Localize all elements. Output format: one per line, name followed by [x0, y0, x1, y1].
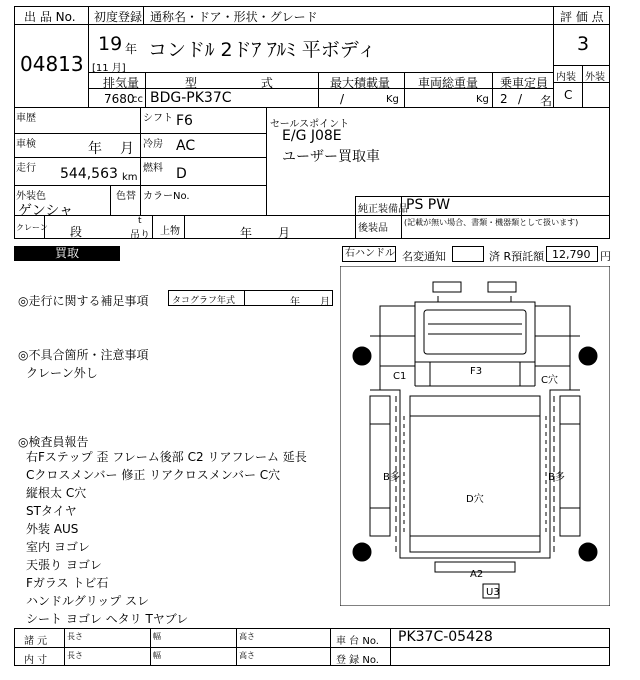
rule: [14, 133, 266, 134]
tacho-month: 月: [320, 297, 330, 308]
damage-d-hole: D穴: [466, 494, 484, 505]
fuel-label: 燃料: [143, 163, 163, 174]
rule: [14, 647, 610, 648]
rule: [145, 72, 146, 107]
inspection-year: 年: [88, 141, 102, 157]
interior-label: 内装: [556, 72, 576, 83]
rule: [553, 6, 554, 107]
rule: [64, 628, 65, 666]
chassis-number: PK37C-05428: [398, 629, 493, 645]
fuel-value: D: [176, 166, 187, 182]
rule: [330, 628, 331, 666]
recycle-amount: 12,790: [552, 248, 591, 261]
lot-no-label: 出 品 No.: [24, 10, 76, 24]
crane-stage: 段: [70, 225, 83, 239]
recycle-label: 済 R預託額: [489, 250, 545, 263]
capacity-unit: 名: [540, 94, 553, 108]
report-line: 室内 ヨゴレ: [26, 540, 90, 554]
damage-b-right: B多: [548, 472, 565, 483]
report-line: 天張り ヨゴレ: [26, 558, 102, 572]
yen-unit: 円: [600, 250, 611, 263]
ac-value: AC: [176, 138, 196, 154]
purchase-banner: 買取: [14, 246, 120, 261]
model-label: 型 式: [185, 76, 273, 90]
inspection-month: 月: [120, 141, 134, 157]
capacity-slash: /: [518, 92, 523, 106]
rule: [150, 628, 151, 666]
damage-b-left: B多: [383, 472, 400, 483]
rule: [14, 185, 266, 186]
first-reg-year-unit: 年: [125, 42, 138, 56]
mileage-value: 544,563: [60, 166, 118, 182]
first-reg-label: 初度登録: [94, 10, 143, 24]
displacement-value: 7680: [104, 92, 135, 106]
inspection-label: 車検: [16, 139, 36, 150]
gross-weight-unit: Kg: [476, 94, 489, 105]
interior-dims-label: 内 寸: [24, 655, 48, 666]
defect-title: ◎不具合箇所・注意事項: [18, 348, 149, 362]
color-change-label: 色替: [116, 191, 136, 202]
height-label: 高さ: [239, 632, 255, 641]
tacho-year: 年: [290, 297, 300, 308]
max-load-label: 最大積載量: [330, 76, 391, 90]
running-notes-title: ◎走行に関する補足事項: [18, 294, 149, 308]
width-label: 幅: [153, 632, 161, 641]
name-change-box: [452, 246, 484, 262]
rule: [236, 628, 237, 666]
report-line: 外装 AUS: [26, 522, 79, 536]
rule: [88, 88, 553, 89]
max-load-slash: /: [340, 92, 345, 106]
rule: [404, 72, 405, 107]
rule: [244, 290, 245, 306]
dims-label: 諸 元: [24, 636, 48, 647]
rule: [143, 6, 144, 25]
rule: [390, 628, 391, 666]
exterior-label: 外装: [585, 72, 605, 83]
defect-item: クレーン外し: [26, 366, 98, 380]
rule: [88, 72, 553, 73]
name-change-label: 名変通知: [402, 250, 446, 263]
rule: [14, 215, 610, 216]
rule: [318, 72, 319, 107]
chassis-label: 車 台 No.: [336, 636, 379, 647]
history-label: 車歴: [16, 113, 36, 124]
damage-a2: A2: [470, 569, 484, 580]
damage-c1: C1: [393, 371, 407, 382]
report-line: 右Fステップ 歪 フレーム後部 C2 リアフレーム 延長: [26, 450, 307, 464]
capacity-label: 乗車定員: [500, 76, 549, 90]
rule: [355, 196, 610, 197]
upper-year: 年: [240, 226, 253, 240]
sales-point-1: E/G J08E: [282, 128, 342, 144]
crane-ton-mark: t: [138, 216, 142, 226]
displacement-label: 排気量: [103, 76, 140, 90]
report-line: Cクロスメンバー 修正 リアクロスメンバー C穴: [26, 468, 281, 482]
registration-label: 登 録 No.: [336, 655, 379, 666]
rule: [140, 107, 141, 185]
interior-height-label: 高さ: [239, 651, 255, 660]
rule: [110, 185, 111, 215]
rule: [14, 107, 610, 108]
car-name: コンドﾙ 2ドｱ ｱﾙﾐ 平ボディ: [148, 39, 377, 61]
aftermarket-note: (記載が無い場合、書類・機器類として扱います): [404, 218, 579, 227]
crane-label: クレーン: [16, 223, 48, 232]
shift-value: F6: [176, 113, 193, 129]
km-unit: km: [122, 172, 138, 183]
report-line: ハンドルグリップ スレ: [26, 594, 150, 608]
shift-label: シフト: [143, 113, 173, 124]
rule: [492, 72, 493, 107]
rule: [582, 65, 583, 107]
rule: [152, 215, 153, 239]
color-no-label: カラーNo.: [143, 191, 190, 202]
upper-label: 上物: [160, 226, 180, 237]
ac-label: 冷房: [143, 139, 163, 150]
name-label: 通称名・ドア・形状・グレード: [150, 10, 318, 24]
sales-point-label: セールスポイント: [270, 119, 350, 130]
interior-grade: C: [564, 88, 573, 102]
inspector-title: ◎検査員報告: [18, 435, 89, 449]
sales-point-2: ユーザー買取車: [282, 149, 380, 165]
damage-u3: U3: [486, 587, 500, 598]
score-label: 評 価 点: [560, 10, 604, 24]
upper-month: 月: [278, 226, 291, 240]
interior-length-label: 長さ: [67, 651, 83, 660]
interior-width-label: 幅: [153, 651, 161, 660]
first-reg-year: 19: [98, 33, 123, 55]
length-label: 長さ: [67, 632, 83, 641]
capacity-value: 2: [500, 92, 508, 106]
truck-diagram: [340, 266, 610, 606]
report-line: 縦根太 C穴: [26, 486, 87, 500]
lot-number: 04813: [20, 52, 84, 76]
report-line: STタイヤ: [26, 504, 77, 518]
tacho-label: タコグラフ年式: [172, 296, 236, 306]
report-line: Fガラス トビ石: [26, 576, 109, 590]
right-handle-box: 右ハンドル: [342, 246, 396, 262]
first-reg-month: [11 月]: [92, 63, 126, 74]
mileage-label: 走行: [16, 163, 36, 174]
rule: [355, 196, 356, 239]
exterior-color: ゲンシャ: [18, 203, 74, 219]
gross-weight-label: 車両総重量: [418, 76, 479, 90]
rule: [140, 185, 141, 215]
rule: [88, 6, 89, 107]
score-value: 3: [577, 33, 590, 55]
genuine-equipment: PS PW: [406, 197, 451, 213]
max-load-unit: Kg: [386, 94, 399, 105]
report-line: シート ヨゴレ ヘタリ Tヤブレ: [26, 612, 189, 626]
rule: [14, 157, 266, 158]
genuine-label: 純正装備品: [358, 204, 408, 215]
exterior-color-label: 外装色: [16, 191, 46, 202]
damage-f3: F3: [470, 366, 483, 377]
model-code: BDG-PK37C: [150, 90, 232, 106]
rule: [266, 107, 267, 215]
damage-c-hole: C穴: [541, 375, 558, 386]
rule: [184, 215, 185, 239]
crane-ton: 吊り: [130, 230, 150, 241]
aftermarket-label: 後装品: [358, 223, 388, 234]
cc-unit: cc: [132, 94, 143, 105]
